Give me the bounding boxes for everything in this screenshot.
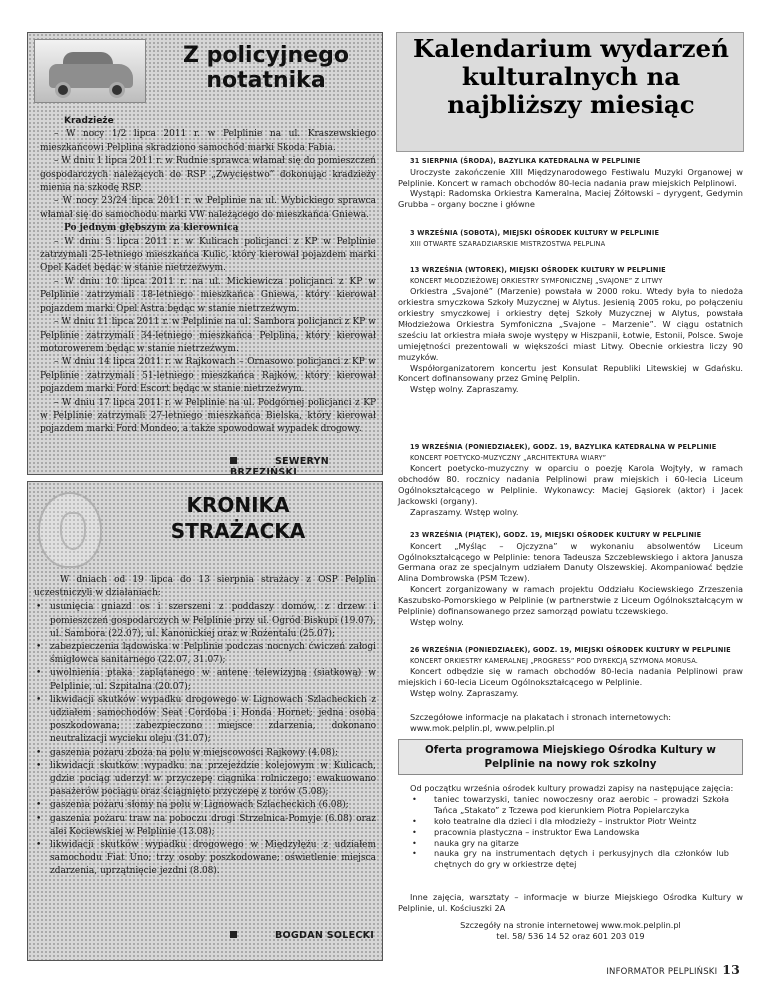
event-heading: 19 WRZEŚNIA (PONIEDZIAŁEK), GODZ. 19, BAZYLIKA KATEDRALNA W PELPLINIE — [410, 443, 717, 451]
list-item: • nauka gry na gitarze — [398, 838, 743, 849]
offer-intro: Od początku września ośrodek kultury prowadzi zapisy na następujące zajęcia: — [410, 783, 734, 793]
event-text: Uroczyste zakończenie XIII Międzynarodowego Festiwalu Muzyki Organowej w Pelplinie. Koncert w ramach obchodów 80-lecia nadania praw miejskich Pelplinowi. — [398, 166, 743, 188]
event-text: Współorganizatorem koncertu jest Konsulat Republiki Litewskiej w Gdańsku. Koncert dofinansowany przez Gminę Pelplin. — [398, 362, 743, 384]
police-subheading: Kradzieże — [64, 116, 114, 126]
list-item: • likwidacji skutków wypadku na przejeździe kolejowym w Kulicach, gdzie pociąg uderzył w przyczepę ciągnika rolniczego; ewakuowano pasażerów pociągu oraz ściągnięto przyczepę z torów (5.08); — [34, 760, 376, 800]
event-subheading: KONCERT ORKIESTRY KAMERALNEJ „PROGRESS” POD DYREKCJĄ SZYMONA MORUSA. — [410, 656, 699, 665]
event-text: Koncert „Myśląc – Ojczyzna” w wykonaniu absolwentów Liceum Ogólnokształcącego w Pelplinie: tenora Tadeusza Szczeblewskiego i aktora Janusza Germana oraz ze specjalnym udziałem Danuty Olszewskiej. Akompaniować będzie Alina Dombrowska (PSM Tczew). — [398, 540, 743, 584]
offer-more: Inne zajęcia, warsztaty – informacje w biurze Miejskiego Ośrodka Kultury w Pelplinie, ul. Kościuszki 2A — [398, 892, 743, 913]
list-item: • zabezpieczenia lądowiska w Pelplinie podczas nocnych ćwiczeń załogi śmigłowca sanitarnego (22.07, 31.07); — [34, 641, 376, 667]
magazine-name: INFORMATOR PELPLIŃSKI — [606, 967, 718, 977]
page-footer — [606, 962, 740, 977]
event-text: Orkiestra „Svajonė” (Marzenie) powstała w 2000 roku. Wtedy była to niedoża orkiestra smyczkowa Szkoły Muzycznej w Alytus. Jesienią 2005 roku, po połączeniu orkiestry smyczkowej i orkiestry dętej Szkoły Muzycznej w Alytus, powstała Młodzieżowa Orkiestra Symfoniczna „Svajone – Marzenie”. W ciągu ostatnich sześciu lat orkiestra miała swoje występy w Hiszpanii, Łotwie, Estonii, Polsce. Swoje umiejętności prezentowali w większości miast Litwy. Obecnie orkiestra liczy 90 muzyków. — [398, 286, 743, 362]
police-body — [40, 115, 376, 437]
list-item: • taniec towarzyski, taniec nowoczesny oraz aerobic – prowadzi Szkoła Tańca „Stakato” z Tczewa pod kierunkiem Piotra Popielarczyka — [398, 794, 743, 816]
list-item: • koło teatralne dla dzieci i dla młodzieży – instruktor Piotr Weintz — [398, 816, 743, 827]
offer-contact-web: Szczegóły na stronie internetowej www.mok.pelplin.pl — [460, 920, 681, 930]
end-square-icon — [230, 931, 237, 938]
fire-chronicle-box — [27, 481, 383, 961]
event-heading: 26 WRZEŚNIA (PONIEDZIAŁEK), GODZ. 19, MIEJSKI OŚRODEK KULTURY W PELPLINIE — [410, 646, 731, 654]
event-subheading: KONCERT MŁODZIEŻOWEJ ORKIESTRY SYMFONICZNEJ „SVAJONE” Z LITWY — [410, 276, 663, 285]
end-square-icon — [230, 457, 237, 464]
police-paragraph: – W nocy 23/24 lipca 2011 r. w Pelplinie na ul. Wybickiego sprawca włamał się do samochodu marki VW należącego do mieszkańca Gniewa. — [40, 196, 376, 220]
event-text: Wystąpi: Radomska Orkiestra Kameralna, Maciej Żółtowski – dyrygent, Gedymin Grubba – organy boczne i główne — [398, 188, 743, 210]
police-paragraph: – W dniu 17 lipca 2011 r. w Pelplinie na ul. Podgórnej policjanci z KP w Pelplinie zatrzymali 27-letniego mieszkańca Bielska, który kierował pojazdem marki Ford Mondeo, a także spowodował wypadek drogowy. — [40, 397, 376, 435]
event-heading: 23 WRZEŚNIA (PIĄTEK), GODZ. 19, MIEJSKI OŚRODEK KULTURY W PELPLINIE — [410, 531, 702, 539]
list-item: • gaszenia pożaru słomy na polu w Lignowach Szlacheckich (6.08); — [34, 799, 376, 812]
list-item: • usunięcia gniazd os i szerszeni z poddaszy domów, z drzew i pomieszczeń gospodarczych w Pelplinie przy ul. Ogród Biskupi (19.07), ul. Sambora (22.07), ul. Kanonickiej oraz w Rożentalu (25.07); — [34, 601, 376, 641]
offer-body — [398, 783, 743, 870]
police-paragraph: – W dniu 14 lipca 2011 r. w Rajkowach – Ornasowo policjanci z KP w Pelplinie zatrzymali 51-letniego mieszkańca Rajków, który kierował pojazdem marki Ford Escort będąc w stanie nietrzeźwym. — [40, 357, 376, 395]
event-subheading: XIII OTWARTE SZARADZIARSKIE MISTRZOSTWA PELPLINA — [410, 239, 606, 248]
offer-list — [398, 794, 743, 870]
fire-list — [34, 601, 376, 878]
event-heading: 13 WRZEŚNIA (WTOREK), MIEJSKI OŚRODEK KULTURY W PELPLINIE — [410, 266, 666, 274]
police-title: Z policyjnego notatnika — [183, 43, 349, 93]
police-paragraph: – W dniu 10 lipca 2011 r. na ul. Mickiewicza policjanci z KP w Pelplinie zatrzymali 18-letniego mieszkańca Gniewa, który kierował pojazdem marki Opel Astra będąc w stanie nietrzeźwym. — [40, 276, 376, 314]
calendar-info: Szczegółowe informacje na plakatach i stronach internetowych: www.mok.pelplin.pl, www.pelplin.pl — [410, 712, 672, 733]
calendar-header — [396, 32, 744, 152]
event-subheading: KONCERT POETYCKO-MUZYCZNY „ARCHITEKTURA WIARY” — [410, 453, 607, 462]
police-subheading: Po jednym głębszym za kierownicą — [64, 223, 239, 234]
police-author: SEWERYN BRZEZIŃSKI — [230, 456, 330, 475]
event-heading: 3 WRZEŚNIA (SOBOTA), MIEJSKI OŚRODEK KULTURY W PELPLINIE — [410, 229, 660, 237]
calendar-title: Kalendarium wydarzeń kulturalnych na najbliższy miesiąc — [413, 34, 729, 119]
fire-body — [34, 574, 376, 879]
event-4 — [398, 442, 743, 518]
fire-author: BOGDAN SOLECKI — [230, 930, 374, 941]
police-notes-box — [27, 32, 383, 475]
event-text: Wstęp wolny. — [410, 616, 464, 627]
fire-brigade-emblem-icon — [38, 492, 102, 568]
event-1 — [398, 156, 743, 210]
event-text: Koncert zorganizowany w ramach projektu Oddziału Kociewskiego Zrzeszenia Kaszubsko-Pomorskiego w Pelplinie (w partnerstwie z Liceum Ogólnokształcącym w Pelplinie) dofinansowanego przez samorząd powiatu tczewskiego. — [398, 584, 743, 617]
page-number: 13 — [722, 962, 740, 977]
event-5 — [398, 530, 743, 628]
event-text: Zapraszamy. Wstęp wolny. — [410, 506, 519, 517]
fire-title: KRONIKA STRAŻACKA — [170, 493, 306, 543]
event-text: Wstęp wolny. Zapraszamy. — [410, 384, 519, 395]
list-item: • pracownia plastyczna – instruktor Ewa Landowska — [398, 827, 743, 838]
event-text: Koncert poetycko-muzyczny w oparciu o poezję Karola Wojtyły, w ramach obchodów 80. rocznicy nadania Pelplinowi praw miejskich i 60-lecia Liceum Ogólnokształcącego w Pelplinie. Wykonawcy: Maciej Gąsiorek (aktor) i Jacek Jackowski (organy). — [398, 463, 743, 506]
event-2 — [398, 228, 743, 249]
list-item: • likwidacji skutków wypadku drogowego w Międzyłężu z udziałem samochodu Fiat Uno; trzy osoby poszkodowane; oświetlenie miejsca zdarzenia, uprzątnięcie jezdni (8.08). — [34, 839, 376, 879]
fire-intro: W dniach od 19 lipca do 13 sierpnia strażacy z OSP Pelplin uczestniczyli w działaniach: — [34, 575, 376, 599]
list-item: • gaszenia pożaru traw na poboczu drogi Strzelnica-Pomyje (6.08) oraz alei Kociewskiej w Pelplinie (13.08); — [34, 813, 376, 839]
offer-contact — [398, 920, 743, 942]
offer-title: Oferta programowa Miejskiego Ośrodka Kultury w Pelplinie na nowy rok szkolny — [398, 739, 743, 775]
police-paragraph: – W nocy 1/2 lipca 2011 r. w Pelplinie na ul. Kraszewskiego mieszkańcowi Pelplina skradziono samochód marki Skoda Fabia. — [40, 129, 376, 153]
event-text: Wstęp wolny. Zapraszamy. — [410, 688, 519, 698]
police-car-photo — [34, 39, 146, 103]
list-item: • nauka gry na instrumentach dętych i perkusyjnych dla członków lub chętnych do gry w orkiestrze dętej — [398, 848, 743, 870]
event-heading: 31 SIERPNIA (ŚRODA), BAZYLIKA KATEDRALNA W PELPLINIE — [410, 157, 641, 165]
list-item: • uwolnienia ptaka zaplątanego w antenę telewizyjną (siatkową) w Pelplinie, ul. Szpitalna (20.07); — [34, 667, 376, 693]
police-paragraph: – W dniu 11 lipca 2011 r. w Pelplinie na ul. Sambora policjanci z KP w Pelplinie zatrzymali 34-letniego mieszkańca Pelplina, który kierował motorowerem będąc w stanie nietrzeźwym. — [40, 317, 376, 354]
list-item: • gaszenia pożaru zboża na polu w miejscowości Rajkowy (4.08); — [34, 747, 376, 760]
event-6 — [398, 645, 743, 699]
event-3 — [398, 265, 743, 395]
police-paragraph: – W dniu 1 lipca 2011 r. w Rudnie sprawca włamał się do pomieszczeń gospodarczych należących do RSP „Zwycięstwo” dokonując kradzieży mienia na szkodę RSP. — [40, 156, 376, 194]
event-text: Koncert odbędzie się w ramach obchodów 80-lecia nadania Pelplinowi praw miejskich i 60-lecia Liceum Ogólnokształcącego w Pelplinie. — [398, 666, 743, 688]
police-paragraph: – W dniu 5 lipca 2011 r. w Kulicach policjanci z KP w Pelplinie zatrzymali 25-letniego mieszkańca Kulic, który kierował pojazdem marki Opel Kadet będąc w stanie nietrzeźwym. — [40, 236, 376, 274]
list-item: • likwidacji skutków wypadku drogowego w Lignowach Szlacheckich z udziałem samochodów Seat Cordoba i Honda Hornet; jedna osoba poszkodowana; zabezpieczono miejsce zdarzenia, dokonano neutralizacji wycieku oleju (31.07); — [34, 694, 376, 747]
offer-contact-phone: tel. 58/ 536 14 52 oraz 601 203 019 — [496, 930, 645, 941]
